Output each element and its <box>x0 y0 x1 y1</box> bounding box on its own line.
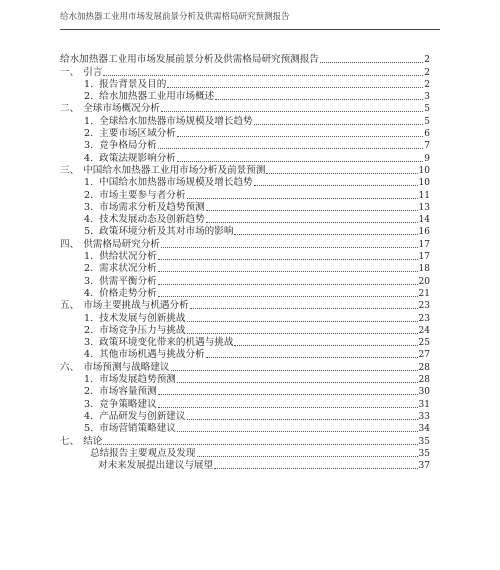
toc-entry-label <box>60 300 189 312</box>
toc-entry[interactable] <box>60 152 430 164</box>
toc-entry-number: 4. <box>84 214 94 226</box>
toc-entry-label <box>84 226 233 238</box>
toc-entry-label <box>84 263 157 275</box>
toc-entry-label <box>84 386 157 398</box>
toc-entry-title: 市场竞争压力与挑战 <box>99 324 186 336</box>
toc-entry-number: 2. <box>84 91 94 103</box>
toc-page-number: 5 <box>424 116 430 127</box>
toc-page-number: 24 <box>418 325 430 336</box>
toc-entry-title: 竞争格局分析 <box>99 140 157 152</box>
toc-entry-title: 政策环境变化带来的机遇与挑战 <box>99 337 234 349</box>
toc-entry-number: 3. <box>84 275 94 287</box>
toc-entry-number: 2. <box>84 263 94 275</box>
toc-page-number: 2 <box>424 67 430 78</box>
toc-entry[interactable] <box>60 251 430 263</box>
toc-entry-title: 其他市场机遇与挑战分析 <box>99 349 205 361</box>
toc-entry-number: 5. <box>84 226 94 238</box>
toc-page-number: 9 <box>424 153 430 164</box>
toc-page-number: 10 <box>418 178 430 189</box>
toc-entry[interactable] <box>60 66 430 78</box>
toc-page-number: 20 <box>418 276 430 287</box>
toc-entry-number: 三、 <box>60 164 80 176</box>
toc-entry-label <box>84 214 205 226</box>
header-divider <box>60 29 440 30</box>
toc-entry-label <box>84 349 205 361</box>
toc-entry[interactable] <box>60 128 430 140</box>
toc-entry[interactable] <box>60 238 430 250</box>
toc-entry-number: 3. <box>84 398 94 410</box>
toc-entry-title: 供给状况分析 <box>99 251 157 263</box>
toc-leader-dots <box>187 321 418 322</box>
toc-page-number: 33 <box>418 411 430 422</box>
toc-page-number: 3 <box>424 92 430 103</box>
toc-entry-label <box>84 116 253 128</box>
toc-entry-title: 对未来发展提出建议与展望 <box>98 460 214 472</box>
toc-entry-title: 市场容量预测 <box>99 386 157 398</box>
toc-entry-label <box>84 91 214 103</box>
page-header: 给水加热器工业用市场发展前景分析及供需格局研究预测报告 <box>60 12 290 22</box>
toc-leader-dots <box>158 271 418 272</box>
toc-entry-label <box>84 153 176 165</box>
toc-page-number: 5 <box>424 104 430 115</box>
toc-page-number: 11 <box>418 190 430 201</box>
toc-entry-label <box>84 423 176 435</box>
toc-entry-label <box>84 288 157 300</box>
toc-entry[interactable] <box>60 79 430 91</box>
toc-entry-label <box>60 362 170 374</box>
toc-leader-dots <box>103 75 423 76</box>
toc-leader-dots <box>158 148 424 149</box>
toc-entry[interactable] <box>60 275 430 287</box>
toc-leader-dots <box>158 394 418 395</box>
toc-page-number: 2 <box>424 79 430 90</box>
toc-entry-title: 总结报告主要观点及发现 <box>90 447 196 459</box>
toc-entry-title: 全球市场概况分析 <box>83 103 160 115</box>
toc-entry[interactable] <box>60 423 430 435</box>
toc-entry[interactable] <box>60 460 430 472</box>
toc-leader-dots <box>187 333 418 334</box>
toc-entry-number: 3. <box>84 140 94 152</box>
toc-entry-number: 1. <box>84 251 94 263</box>
toc-entry-number: 2. <box>84 189 94 201</box>
toc-entry-number: 4. <box>84 410 94 422</box>
toc-entry[interactable] <box>60 325 430 337</box>
toc-entry-title: 市场需求分析及趋势预测 <box>99 201 205 213</box>
toc-entry-number: 5. <box>84 423 94 435</box>
toc-leader-dots <box>161 111 423 112</box>
toc-entry[interactable] <box>60 411 430 423</box>
toc-entry-number: 一、 <box>60 66 80 78</box>
toc-page-number: 7 <box>424 141 430 152</box>
toc-entry-title: 报告背景及目的 <box>99 78 167 90</box>
toc-page-number: 16 <box>418 227 430 238</box>
toc-leader-dots <box>215 99 423 100</box>
toc-leader-dots <box>158 284 418 285</box>
toc-page-number: 17 <box>418 239 430 250</box>
toc-entry-title: 竞争策略建议 <box>99 398 157 410</box>
toc-leader-dots <box>234 234 417 235</box>
toc-entry[interactable] <box>60 226 430 238</box>
toc-entry-label <box>84 128 176 140</box>
toc-entry-label <box>84 276 157 288</box>
toc-entry[interactable] <box>60 263 430 275</box>
toc-entry-title: 主要市场区域分析 <box>99 128 176 140</box>
toc-entry-number: 1. <box>84 177 94 189</box>
toc-entry-number: 四、 <box>60 238 80 250</box>
toc-entry[interactable] <box>60 349 430 361</box>
toc-page-number: 27 <box>418 350 430 361</box>
toc-page-number: 14 <box>418 215 430 226</box>
toc-entry[interactable] <box>60 54 430 66</box>
toc-page-number: 18 <box>418 264 430 275</box>
toc-entry-title: 市场营销策略建议 <box>99 423 176 435</box>
toc-entry[interactable] <box>60 91 430 103</box>
toc-entry-label <box>60 67 102 79</box>
toc-leader-dots <box>190 308 418 309</box>
toc-entry-title: 技术发展动态及创新趋势 <box>99 214 205 226</box>
toc-leader-dots <box>103 444 417 445</box>
toc-entry-number: 4. <box>84 349 94 361</box>
toc-entry-number: 1. <box>84 312 94 324</box>
toc-entry-title: 供需格局研究分析 <box>83 238 160 250</box>
toc-entry[interactable] <box>60 189 430 201</box>
toc-leader-dots <box>214 468 417 469</box>
toc-entry-title: 中国给水加热器市场规模及增长趋势 <box>99 177 253 189</box>
toc-leader-dots <box>206 357 418 358</box>
toc-leader-dots <box>187 198 418 199</box>
toc-leader-dots <box>266 173 417 174</box>
toc-entry[interactable] <box>60 374 430 386</box>
toc-entry[interactable] <box>60 386 430 398</box>
toc-page-number: 21 <box>418 288 430 299</box>
toc-entry[interactable] <box>60 448 430 460</box>
toc-entry[interactable] <box>60 435 430 447</box>
toc-entry-label <box>84 325 186 337</box>
toc-entry-title: 政策环境分析及其对市场的影响 <box>99 226 234 238</box>
toc-page-number: 17 <box>418 252 430 263</box>
toc-entry-number: 2. <box>84 386 94 398</box>
toc-entry[interactable] <box>60 312 430 324</box>
toc-entry-number: 五、 <box>60 300 80 312</box>
toc-entry-number: 七、 <box>60 435 80 447</box>
toc-entry-title: 价格走势分析 <box>99 287 157 299</box>
toc-entry[interactable] <box>60 177 430 189</box>
toc-leader-dots <box>254 124 424 125</box>
toc-entry-label <box>60 54 319 66</box>
toc-entry[interactable] <box>60 337 430 349</box>
toc-leader-dots <box>158 407 418 408</box>
toc-entry-title: 给水加热器工业用市场发展前景分析及供需格局研究预测报告 <box>60 54 320 66</box>
toc-leader-dots <box>206 210 418 211</box>
toc-entry[interactable] <box>60 115 430 127</box>
toc-leader-dots <box>320 62 423 63</box>
toc-entry-title: 给水加热器工业用市场概述 <box>99 91 215 103</box>
toc-leader-dots <box>206 222 418 223</box>
toc-entry-label <box>60 436 102 448</box>
toc-entry[interactable] <box>60 300 430 312</box>
toc-entry-label <box>98 460 213 472</box>
toc-entry-title: 中国给水加热器工业用市场分析及前景预测 <box>83 164 266 176</box>
toc-entry-label <box>60 165 265 177</box>
toc-page-number: 23 <box>418 301 430 312</box>
toc-page-number: 2 <box>424 55 430 66</box>
toc-entry-label <box>84 177 253 189</box>
toc-leader-dots <box>167 87 423 88</box>
toc-leader-dots <box>161 247 418 248</box>
toc-entry-title: 产品研发与创新建议 <box>99 410 186 422</box>
toc-page-number: 6 <box>424 129 430 140</box>
toc-entry-title: 供需平衡分析 <box>99 275 157 287</box>
toc-entry-number: 4. <box>84 287 94 299</box>
toc-page-number: 10 <box>418 165 430 176</box>
toc-entry-title: 市场预测与战略建议 <box>83 361 170 373</box>
toc-leader-dots <box>177 136 423 137</box>
toc-entry[interactable] <box>60 288 430 300</box>
toc-entry-title: 市场发展趋势预测 <box>99 374 176 386</box>
toc-entry-title: 需求状况分析 <box>99 263 157 275</box>
toc-leader-dots <box>177 161 423 162</box>
toc-entry-title: 政策法规影响分析 <box>99 152 176 164</box>
toc-entry[interactable] <box>60 214 430 226</box>
toc-entry[interactable] <box>60 398 430 410</box>
toc-entry[interactable] <box>60 103 430 115</box>
toc-leader-dots <box>234 345 417 346</box>
toc-entry-number: 六、 <box>60 361 80 373</box>
toc-page-number: 35 <box>418 448 430 459</box>
toc-entry-label <box>84 190 186 202</box>
toc-entry-label <box>84 337 233 349</box>
toc-page-number: 31 <box>418 399 430 410</box>
toc-entry-label <box>84 140 157 152</box>
toc-page-number: 28 <box>418 375 430 386</box>
toc-entry-label <box>90 448 196 460</box>
toc-entry-number: 3. <box>84 201 94 213</box>
toc-entry-title: 技术发展与创新挑战 <box>99 312 186 324</box>
toc-entry-title: 全球给水加热器市场规模及增长趋势 <box>99 115 253 127</box>
toc-page-number: 30 <box>418 387 430 398</box>
toc-entry-number: 4. <box>84 152 94 164</box>
toc-entry-title: 结论 <box>83 435 103 447</box>
toc-entry-label <box>84 313 186 325</box>
toc-entry-label <box>84 79 166 91</box>
toc-entry[interactable] <box>60 140 430 152</box>
toc-page-number: 23 <box>418 313 430 324</box>
toc-entry-number: 2. <box>84 128 94 140</box>
toc-page-number: 34 <box>418 424 430 435</box>
toc-leader-dots <box>177 382 418 383</box>
toc-leader-dots <box>158 259 418 260</box>
toc-entry-label <box>60 103 160 115</box>
toc-entry-title: 引言 <box>83 66 103 78</box>
toc-entry[interactable] <box>60 361 430 373</box>
toc-leader-dots <box>254 185 418 186</box>
toc-entry-number: 二、 <box>60 103 80 115</box>
toc-entry-title: 市场主要参与者分析 <box>99 189 186 201</box>
toc-leader-dots <box>177 431 418 432</box>
toc-page-number: 35 <box>418 436 430 447</box>
toc-entry-number: 1. <box>84 115 94 127</box>
toc-page-number: 13 <box>418 202 430 213</box>
toc-entry-number: 1. <box>84 374 94 386</box>
toc-entry-label <box>84 399 157 411</box>
toc-entry-number: 3. <box>84 337 94 349</box>
toc-leader-dots <box>171 370 418 371</box>
toc-entry-label <box>60 239 160 251</box>
toc-page-number: 28 <box>418 362 430 373</box>
toc-entry-number: 1. <box>84 78 94 90</box>
toc-leader-dots <box>187 419 418 420</box>
toc-leader-dots <box>197 456 418 457</box>
table-of-contents <box>60 54 430 472</box>
toc-entry-label <box>84 202 205 214</box>
toc-entry-number: 2. <box>84 324 94 336</box>
toc-entry-title: 市场主要挑战与机遇分析 <box>83 300 189 312</box>
toc-page-number: 37 <box>418 461 430 472</box>
toc-entry[interactable] <box>60 202 430 214</box>
toc-entry-label <box>84 251 157 263</box>
toc-leader-dots <box>158 296 418 297</box>
toc-page-number: 25 <box>418 338 430 349</box>
toc-entry-label <box>84 374 176 386</box>
toc-entry-label <box>84 411 186 423</box>
toc-entry[interactable] <box>60 165 430 177</box>
